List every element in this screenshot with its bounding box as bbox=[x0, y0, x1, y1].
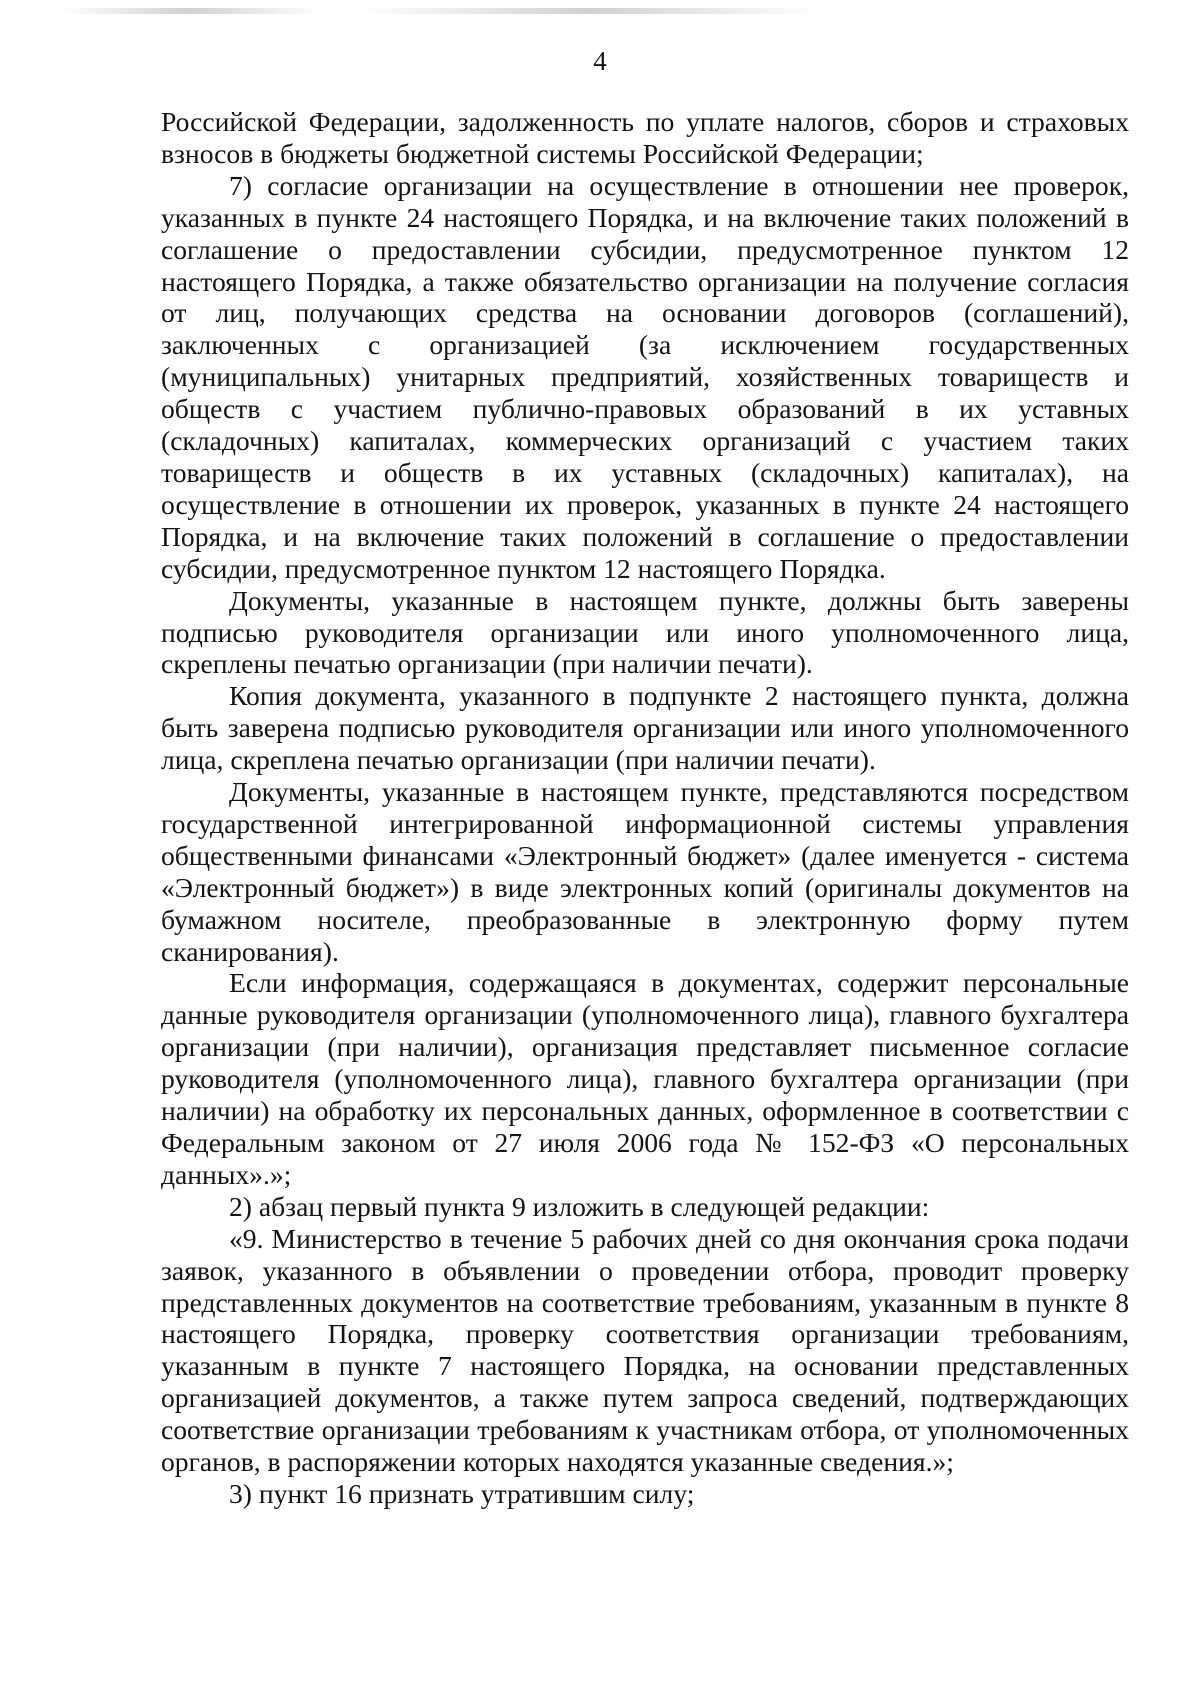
paragraph-amendment-2: 2) абзац первый пункта 9 изложить в следующей редакции: bbox=[229, 1190, 930, 1222]
scan-artifact bbox=[360, 8, 820, 14]
paragraph-personal-data: Если информация, содержащаяся в документах, содержит персональные данные руководителя организации (уполномоченного лица), главного бухгалтера организации (при наличии), организация представляет письменное согласие руководителя (уполномоченного лица), главного бухгалтера организации (при наличии) на обработку их персональных данных, оформленное в соответствии с Федеральным законом от 27 июля 2006 года № 152-ФЗ «О персональных данных».»; bbox=[161, 967, 1129, 1190]
paragraph-electronic-budget: Документы, указанные в настоящем пункте, представляются посредством государственной интегрированной информационной системы управления общественными финансами «Электронный бюджет» (далее именуется - система «Электронный бюджет») в виде электронных копий (оригиналы документов на бумажном носителе, преобразованные в электронную форму путем сканирования). bbox=[161, 776, 1129, 967]
scan-artifact bbox=[60, 8, 320, 14]
document-body bbox=[161, 106, 1129, 1510]
paragraph-documents-certification: Документы, указанные в настоящем пункте, должны быть заверены подписью руководителя организации или иного уполномоченного лица, скреплены печатью организации (при наличии печати). bbox=[161, 584, 1129, 680]
paragraph-continuation: Российской Федерации, задолженность по уплате налогов, сборов и страховых взносов в бюджеты бюджетной системы Российской Федерации; bbox=[161, 106, 1129, 169]
paragraph-document-copy: Копия документа, указанного в подпункте 2 настоящего пункта, должна быть заверена подписью руководителя организации или иного уполномоченного лица, скреплена печатью организации (при наличии печати). bbox=[161, 680, 1129, 776]
page-number: 4 bbox=[593, 46, 607, 76]
paragraph-item-7: 7) согласие организации на осуществление в отношении нее проверок, указанных в пункте 24 настоящего Порядка, и на включение таких положений в соглашение о предоставлении субсидии, предусмотренное пунктом 12 настоящего Порядка, а также обязательство организации на получение согласия от лиц, получающих средства на основании договоров (соглашений), заключенных с организацией (за исключением государственных (муниципальных) унитарных предприятий, хозяйственных товариществ и обществ с участием публично-правовых образований в их уставных (складочных) капиталах, коммерческих организаций с участием таких товариществ и обществ в их уставных (складочных) капиталах), на осуществление в отношении их проверок, указанных в пункте 24 настоящего Порядка, и на включение таких положений в соглашение о предоставлении субсидии, предусмотренное пунктом 12 настоящего Порядка. bbox=[161, 169, 1129, 584]
paragraph-amendment-3: 3) пункт 16 признать утратившим силу; bbox=[229, 1477, 695, 1509]
paragraph-item-9: «9. Министерство в течение 5 рабочих дней со дня окончания срока подачи заявок, указанного в объявлении о проведении отбора, проводит проверку представленных документов на соответствие требованиям, указанным в пункте 8 настоящего Порядка, проверку соответствия организации требованиям, указанным в пункте 7 настоящего Порядка, на основании представленных организацией документов, а также путем запроса сведений, подтверждающих соответствие организации требованиям к участникам отбора, от уполномоченных органов, в распоряжении которых находятся указанные сведения.»; bbox=[161, 1222, 1129, 1478]
